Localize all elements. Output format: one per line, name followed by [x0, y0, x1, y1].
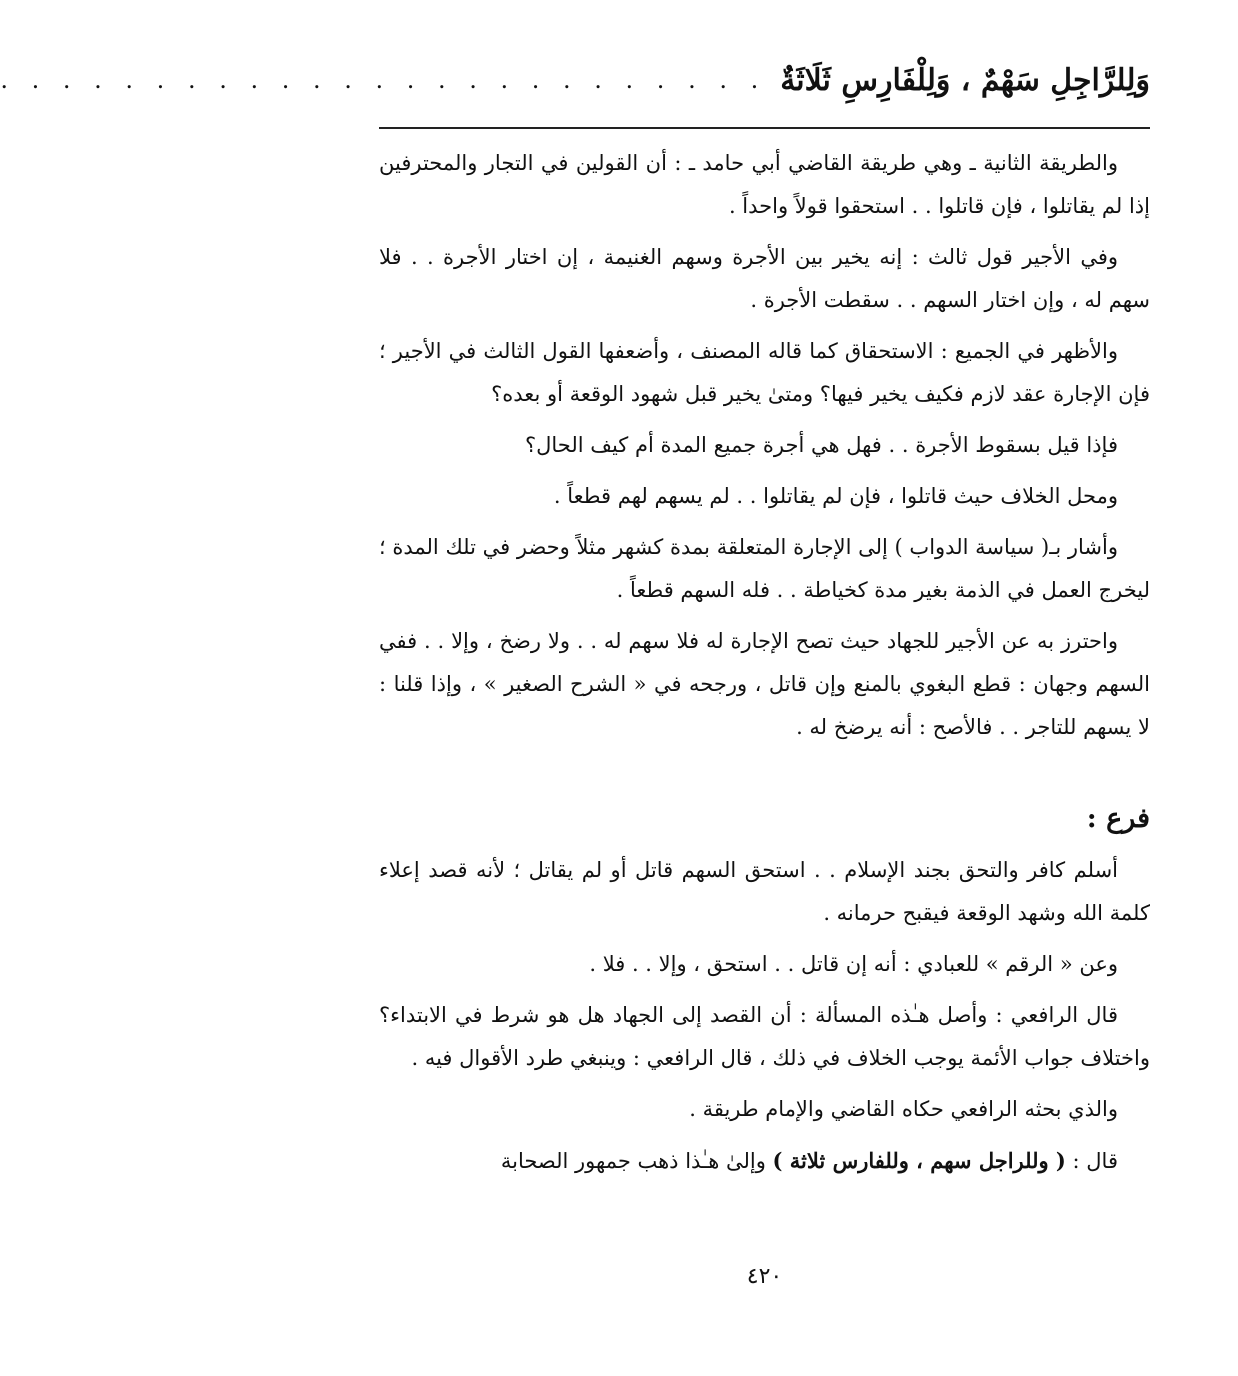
running-header — [0, 52, 1150, 108]
page-number: ٤٢٠ — [746, 1264, 783, 1289]
paragraph: ومحل الخلاف حيث قاتلوا ، فإن لم يقاتلوا . . لم يسهم لهم قطعاً . — [553, 484, 1118, 508]
quoted-matn: ( وللراجل سهم ، وللفارس ثلاثة ) — [772, 1148, 1066, 1173]
paragraph: وفي الأجير قول ثالث : إنه يخير بين الأجرة وسهم الغنيمة ، إن اختار الأجرة . . فلا سهم له ، وإن اختار السهم . . سقطت الأجرة . — [379, 245, 1150, 312]
section-paragraph: قال الرافعي : وأصل هـٰذه المسألة : أن القصد إلى الجهاد هل هو شرط في الابتداء؟ واختلاف جواب الأئمة يوجب الخلاف في ذلك ، قال الرافعي : وينبغي طرد الأقوال فيه . — [379, 1003, 1150, 1070]
paragraph: واحترز به عن الأجير للجهاد حيث تصح الإجارة له فلا سهم له . . ولا رضخ ، وإلا . . ففي السهم وجهان : قطع البغوي بالمنع وإن قاتل ، ورجحه في « الشرح الصغير » ، وإذا قلنا : لا يسهم للتاجر . . فالأصح : أنه يرضخ له . — [379, 629, 1150, 739]
page-body — [379, 142, 1150, 1191]
paragraph: وأشار بـ( سياسة الدواب ) إلى الإجارة المتعلقة بمدة كشهر مثلاً وحضر في تلك المدة ؛ ليخرج العمل في الذمة بغير مدة كخياطة . . فله السهم قطعاً . — [379, 535, 1150, 602]
paragraph: والأظهر في الجميع : الاستحقاق كما قاله المصنف ، وأضعفها القول الثالث في الأجير ؛ فإن الإجارة عقد لازم فكيف يخير فيها؟ ومتىٰ يخير قبل شهود الوقعة أو بعده؟ — [379, 339, 1150, 406]
section-last-paragraph — [379, 1139, 1150, 1183]
section-heading: فرع : — [1086, 803, 1150, 834]
quote-suffix: وإلىٰ هـٰذا ذهب جمهور الصحابة — [500, 1149, 773, 1173]
quote-prefix: قال : — [1065, 1149, 1118, 1173]
section-paragraph: والذي بحثه الرافعي حكاه القاضي والإمام طريقة . — [689, 1097, 1118, 1121]
header-rule — [379, 127, 1150, 129]
paragraph: والطريقة الثانية ـ وهي طريقة القاضي أبي حامد ـ : أن القولين في التجار والمحترفين إذا لم يقاتلوا ، فإن قاتلوا . . استحقوا قولاً واحداً . — [379, 151, 1150, 218]
header-dots: . . . . . . . . . . . . . . . . . . . . . . . . . — [0, 66, 767, 94]
section-paragraph: أسلم كافر والتحق بجند الإسلام . . استحق السهم قاتل أو لم يقاتل ؛ لأنه قصد إعلاء كلمة الله وشهد الوقعة فيقبح حرمانه . — [379, 858, 1150, 925]
section-paragraph: وعن « الرقم » للعبادي : أنه إن قاتل . . استحق ، وإلا . . فلا . — [589, 952, 1118, 976]
header-title: وَلِلرَّاجِلِ سَهْمٌ ، وَلِلْفَارِسِ ثَلَاثَةٌ — [780, 62, 1150, 98]
paragraph: فإذا قيل بسقوط الأجرة . . فهل هي أجرة جميع المدة أم كيف الحال؟ — [524, 433, 1118, 457]
